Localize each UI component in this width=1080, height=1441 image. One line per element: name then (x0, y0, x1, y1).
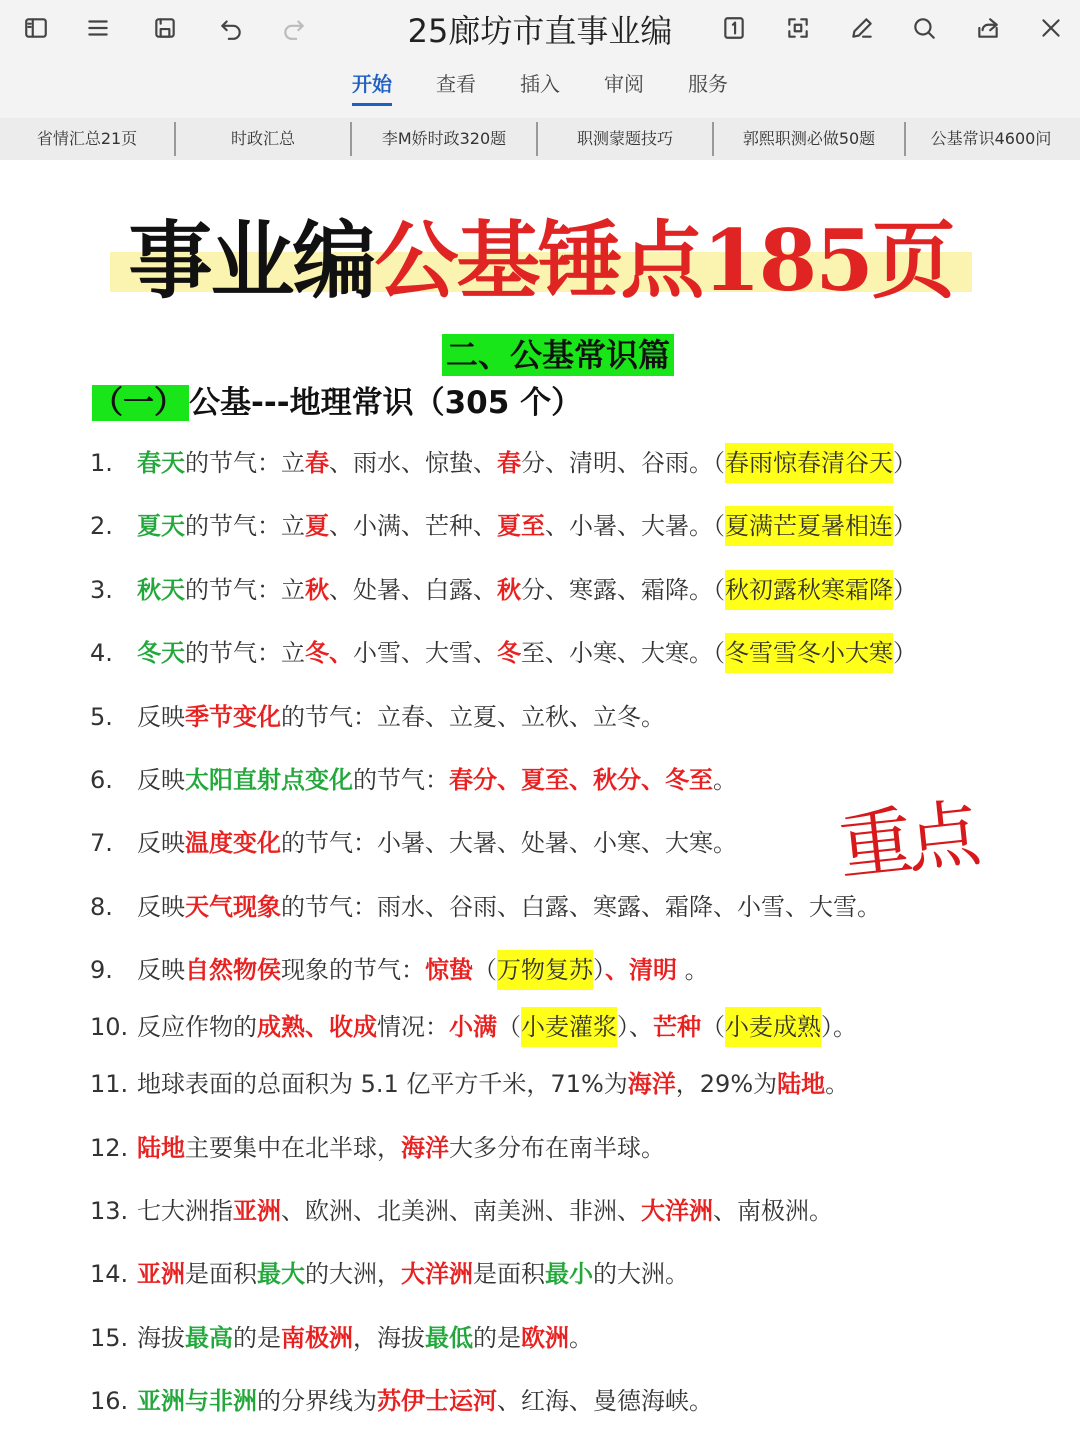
banner-title (110, 194, 972, 315)
emphasis-text: 陆地 (777, 1070, 826, 1098)
close-icon[interactable] (1033, 10, 1069, 46)
list-item-text: 。 (825, 1070, 850, 1098)
list-item-number: 14. (90, 1260, 129, 1288)
emphasis-text: 海洋 (401, 1134, 449, 1162)
list-item-text: 的节气：小暑、大暑、处暑、小寒、大寒。 (281, 829, 737, 857)
bookmark-item[interactable]: 职测蒙题技巧 (538, 122, 714, 156)
list-item (90, 760, 737, 795)
list-item-number: 3. (90, 576, 113, 604)
list-item-number: 1. (90, 449, 113, 477)
list-item-text: 的大洲， (305, 1260, 401, 1288)
list-item-number: 4. (90, 639, 113, 667)
emphasis-text: 最大 (257, 1260, 305, 1288)
subsection-text: 公基---地理常识（305 个） (189, 385, 583, 421)
highlighted-mnemonic: 小麦成熟 (725, 1007, 821, 1047)
list-item-text: 的分界线为 (257, 1387, 377, 1415)
list-item-number: 15. (90, 1324, 129, 1352)
list-item-text: 的节气：立 (185, 576, 305, 604)
emphasis-text: 夏至 (497, 512, 545, 540)
emphasis-text: 欧洲 (521, 1324, 569, 1352)
list-item-text: ，29%为 (675, 1070, 778, 1098)
emphasis-text: 亚洲与非洲 (137, 1387, 257, 1415)
tab-insert[interactable]: 插入 (520, 72, 560, 96)
list-item (90, 1254, 689, 1289)
document-page (0, 160, 1080, 1441)
list-item (90, 506, 917, 541)
list-item (90, 570, 917, 605)
highlighted-mnemonic: 冬雪雪冬小大寒 (725, 633, 893, 673)
page-number-icon[interactable] (716, 10, 752, 46)
list-item (90, 1318, 593, 1353)
list-item (90, 1007, 857, 1042)
banner-title-part1: 事业编 (128, 211, 375, 310)
list-item-number: 10. (90, 1013, 129, 1041)
list-item-text: 、欧洲、北美洲、南美洲、非洲、 (281, 1197, 641, 1225)
list-item-text: 地球表面的总面积为 5.1 亿平方千米，71%为 (137, 1070, 628, 1098)
highlighted-mnemonic: 万物复苏 (497, 950, 593, 990)
list-item-text: 反映 (137, 766, 185, 794)
list-item-text: 的节气：立 (185, 449, 305, 477)
list-item-text: ） (893, 576, 917, 604)
highlighted-mnemonic: 小麦灌浆 (521, 1007, 617, 1047)
list-item-number: 5. (90, 703, 113, 731)
highlighted-mnemonic: 春雨惊春清谷天 (725, 443, 893, 483)
list-item-text: ） (893, 512, 917, 540)
list-item (90, 697, 665, 732)
list-item-text: 分、寒露、霜降。（ (521, 576, 725, 604)
list-item-text: ）。 (821, 1013, 857, 1041)
list-item-text: 反映 (137, 956, 185, 984)
section-heading: 二、公基常识篇 (442, 334, 674, 376)
emphasis-text: 春天 (137, 449, 185, 477)
highlighted-mnemonic: 夏满芒夏暑相连 (725, 506, 893, 546)
emphasis-text: 南极洲 (281, 1324, 353, 1352)
list-item-number: 11. (90, 1070, 129, 1098)
handwritten-stamp: 重点 (834, 791, 979, 891)
list-item-text: 的节气：立 (185, 512, 305, 540)
list-item (90, 823, 737, 858)
list-item (90, 633, 917, 668)
list-item-text: 是面积 (185, 1260, 257, 1288)
emphasis-text: 春 (497, 449, 521, 477)
bookmark-item[interactable]: 李M娇时政320题 (352, 122, 538, 156)
bookmark-item[interactable]: 公基常识4600问 (930, 129, 1052, 148)
emphasis-text: 夏 (305, 512, 329, 540)
list-item-text: （ (473, 956, 497, 984)
list-item-text: 、处暑、白露、 (329, 576, 497, 604)
emphasis-text: 陆地 (137, 1134, 185, 1162)
list-item-text: 、雨水、惊蛰、 (329, 449, 497, 477)
list-item-text: 的节气：雨水、谷雨、白露、寒露、霜降、小雪、大雪。 (281, 893, 881, 921)
list-item-text: 是面积 (473, 1260, 545, 1288)
list-item-text: 的大洲。 (593, 1260, 689, 1288)
list-item-text: 大多分布在南半球。 (449, 1134, 665, 1162)
list-item (90, 887, 881, 922)
list-item-text: 小雪、大雪、 (353, 639, 497, 667)
list-item-number: 13. (90, 1197, 129, 1225)
list-item-text: ） (593, 956, 605, 984)
emphasis-text: 秋 (305, 576, 329, 604)
list-item-text: 反映 (137, 893, 185, 921)
list-item-number: 8. (90, 893, 113, 921)
emphasis-text: 苏伊士运河 (377, 1387, 497, 1415)
list-item-text: ）、 (617, 1013, 653, 1041)
tab-view[interactable]: 查看 (436, 72, 476, 96)
list-item-text: 反应作物的 (137, 1013, 257, 1041)
emphasis-text: 秋天 (137, 576, 185, 604)
list-item-text: ） (893, 639, 917, 667)
list-item-text: （ (497, 1013, 521, 1041)
emphasis-text: 自然物侯 (185, 956, 281, 984)
list-item-text: 、南极洲。 (713, 1197, 833, 1225)
bookmark-bar (0, 118, 1080, 160)
list-item-text: 、小暑、大暑。（ (545, 512, 725, 540)
list-item-text: 。 (677, 956, 709, 984)
app-toolbar (0, 0, 1080, 118)
list-item-text: 分、清明、谷雨。（ (521, 449, 725, 477)
emphasis-text: 春分、夏至、秋分、冬至 (449, 766, 713, 794)
subsection-tag: （一） (92, 385, 189, 421)
list-item-text: 。 (569, 1324, 593, 1352)
emphasis-text: 温度变化 (185, 829, 281, 857)
highlighted-mnemonic: 秋初露秋寒霜降 (725, 570, 893, 610)
emphasis-text: 海洋 (627, 1070, 676, 1098)
document-title: 25廊坊市直事业编 (407, 12, 673, 50)
emphasis-text: 大洋洲 (401, 1260, 473, 1288)
tab-start[interactable]: 开始 (352, 68, 392, 106)
emphasis-text: 夏天 (137, 512, 185, 540)
list-item (90, 950, 709, 985)
list-item-text: ，海拔 (353, 1324, 425, 1352)
list-item-text: 的是 (233, 1324, 281, 1352)
emphasis-text: 惊蛰 (425, 956, 473, 984)
list-item-text: 主要集中在北半球， (185, 1134, 401, 1162)
list-item-text: 反映 (137, 829, 185, 857)
tab-review[interactable]: 审阅 (604, 72, 644, 96)
list-item-text: 七大洲指 (137, 1197, 233, 1225)
subsection-heading (92, 380, 582, 426)
list-item-text: 、小满、芒种、 (329, 512, 497, 540)
list-item-text: 的节气：立春、立夏、立秋、立冬。 (281, 703, 665, 731)
list-item-text: 、红海、曼德海峡。 (497, 1387, 713, 1415)
emphasis-text: 最小 (545, 1260, 593, 1288)
list-item-number: 12. (90, 1134, 129, 1162)
emphasis-text: 最低 (425, 1324, 473, 1352)
list-item-number: 7. (90, 829, 113, 857)
bookmark-item[interactable]: 时政汇总 (176, 122, 352, 156)
emphasis-text: 、清明 (605, 956, 677, 984)
list-item (90, 1381, 713, 1416)
emphasis-text: 大洋洲 (641, 1197, 713, 1225)
list-item-text: 情况： (377, 1013, 449, 1041)
banner-title-part2: 公基锤点185页 (374, 211, 954, 310)
list-item-text: 海拔 (137, 1324, 185, 1352)
list-item (90, 1191, 833, 1226)
list-item (90, 1128, 665, 1163)
ribbon-tabs (0, 68, 1080, 106)
list-item-text: 至、小寒、大寒。（ (521, 639, 725, 667)
list-item (90, 1064, 849, 1099)
list-item-text: 现象的节气： (281, 956, 425, 984)
list-item-number: 2. (90, 512, 113, 540)
list-item-text: 的节气： (353, 766, 449, 794)
tab-service[interactable]: 服务 (688, 72, 728, 96)
emphasis-text: 冬天 (137, 639, 185, 667)
list-item-number: 6. (90, 766, 113, 794)
emphasis-text: 秋 (497, 576, 521, 604)
emphasis-text: 天气现象 (185, 893, 281, 921)
bookmark-item[interactable]: 郭熙职测必做50题 (714, 122, 906, 156)
list-item-text: ） (893, 449, 917, 477)
emphasis-text: 亚洲 (233, 1197, 281, 1225)
list-item-text: 反映 (137, 703, 185, 731)
emphasis-text: 最高 (185, 1324, 233, 1352)
emphasis-text: 亚洲 (137, 1260, 185, 1288)
emphasis-text: 芒种 (653, 1013, 701, 1041)
list-item-text: 的是 (473, 1324, 521, 1352)
list-item-number: 9. (90, 956, 113, 984)
edit-pen-icon[interactable] (844, 10, 880, 46)
emphasis-text: 季节变化 (185, 703, 281, 731)
fullscreen-icon[interactable] (780, 10, 816, 46)
share-icon[interactable] (970, 10, 1006, 46)
bookmark-item[interactable]: 省情汇总21页 (0, 122, 176, 156)
emphasis-text: 冬、 (305, 639, 353, 667)
list-item-text: 的节气：立 (185, 639, 305, 667)
emphasis-text: 成熟、收成 (257, 1013, 377, 1041)
list-item-number: 16. (90, 1387, 129, 1415)
search-icon[interactable] (906, 10, 942, 46)
emphasis-text: 春 (305, 449, 329, 477)
emphasis-text: 太阳直射点变化 (185, 766, 353, 794)
emphasis-text: 冬 (497, 639, 521, 667)
emphasis-text: 小满 (449, 1013, 497, 1041)
list-item (90, 443, 917, 478)
list-item-text: （ (701, 1013, 725, 1041)
banner (110, 196, 972, 310)
list-item-text: 。 (713, 766, 737, 794)
